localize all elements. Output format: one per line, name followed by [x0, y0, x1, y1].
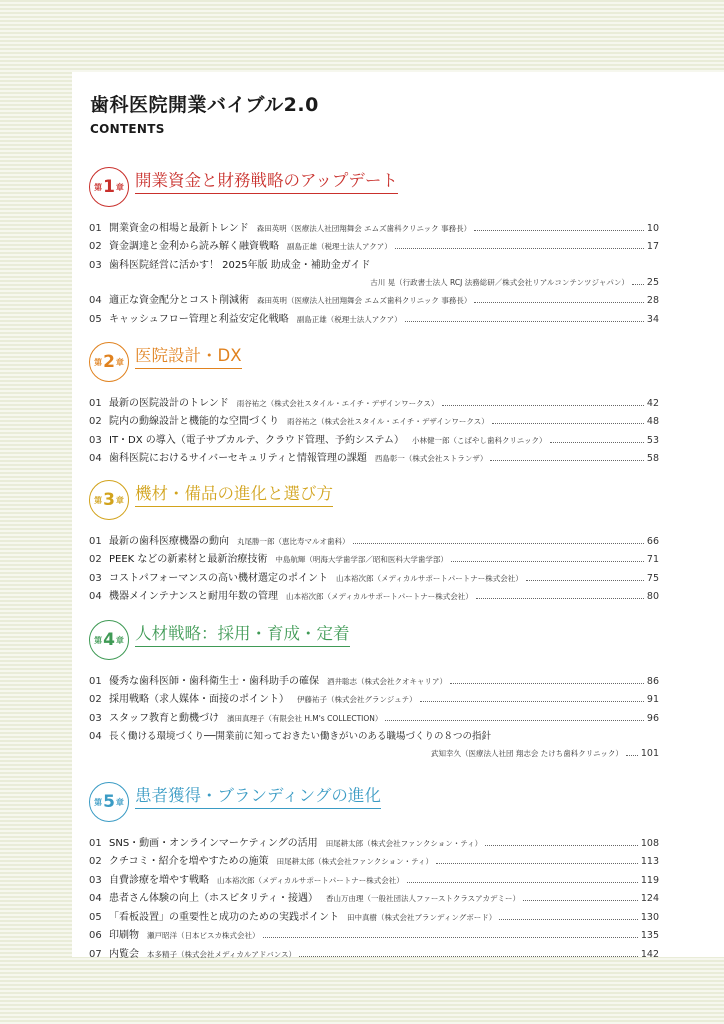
toc-entry[interactable] [89, 923, 659, 942]
chapter-1 [89, 167, 659, 325]
entry-page-number: 58 [646, 453, 659, 464]
chapter-prefix: 第 [94, 495, 103, 505]
dot-leader [523, 900, 638, 901]
entry-number: 02 [89, 241, 102, 252]
entry-page-number: 108 [640, 837, 659, 849]
entry-list [89, 215, 659, 325]
chapter-number-badge [89, 620, 129, 660]
entry-page-number: 42 [646, 397, 659, 409]
chapter-title: 機材・備品の進化と選び方 [135, 484, 333, 507]
chapter-header [89, 480, 659, 526]
entry-author: 副島正雄（税理士法人アクア） [296, 314, 402, 324]
entry-title: 採用戦略（求人媒体・面接のポイント） [109, 694, 289, 705]
chapter-title: 医院設計・DX [135, 346, 242, 369]
entry-number: 05 [89, 911, 102, 923]
toc-entry-continuation [89, 742, 659, 759]
toc-entry[interactable] [89, 427, 659, 446]
dot-leader [299, 956, 638, 957]
entry-number: 03 [89, 874, 102, 886]
entry-number: 03 [89, 434, 102, 446]
toc-entry[interactable] [89, 288, 659, 307]
entry-author: 森田英明（医療法人社団翔舞会 エムズ歯科クリニック 事務長） [256, 223, 472, 233]
toc-entry[interactable] [89, 547, 659, 566]
entry-page-number: 66 [646, 535, 659, 547]
dot-leader [436, 863, 638, 864]
entry-number: 04 [89, 591, 102, 602]
toc-entry[interactable] [89, 528, 659, 547]
chapter-suffix: 章 [115, 182, 124, 192]
chapter-number: 1 [103, 177, 115, 197]
chapter-prefix: 第 [94, 635, 103, 645]
entry-number: 02 [89, 416, 102, 427]
entry-list [89, 390, 659, 464]
entry-title: 優秀な歯科医師・歯科衛生士・歯科助手の確保 [109, 675, 319, 687]
entry-title: 歯科医院経営に活かす！ 2025年版 助成金・補助金ガイド [109, 259, 371, 271]
entry-title: 機器メインテナンスと耐用年数の管理 [109, 591, 278, 602]
entry-title: 自費診療を増やす戦略 [109, 874, 209, 886]
toc-entry[interactable] [89, 705, 659, 724]
entry-number: 01 [89, 535, 102, 547]
toc-entry[interactable] [89, 849, 659, 868]
toc-entry-continuation [89, 271, 659, 288]
entry-number: 06 [89, 930, 102, 941]
dot-leader [626, 755, 638, 756]
entry-page-number: 101 [640, 748, 659, 759]
toc-entry[interactable] [89, 830, 659, 849]
entry-author: 伊藤祐子（株式会社グランジュテ） [297, 695, 417, 704]
chapter-number-badge [89, 782, 129, 822]
toc-entry[interactable] [89, 687, 659, 706]
entry-author: 香山万由理（一般社団法人ファーストクラスアカデミー） [326, 894, 521, 903]
entry-title: 患者さん体験の向上（ホスピタリティ・接遇） [109, 893, 318, 904]
entry-page-number: 80 [646, 591, 659, 602]
entry-number: 02 [89, 694, 102, 705]
dot-leader [492, 423, 644, 424]
entry-title: SNS・動画・オンラインマーケティングの活用 [109, 837, 318, 849]
chapter-header [89, 620, 659, 666]
entry-author: 雨谷祐之（株式会社スタイル・エイチ・デザインワークス） [287, 417, 489, 426]
toc-entry[interactable] [89, 565, 659, 584]
dot-leader [451, 561, 644, 562]
entry-author: 山本裕次郎（メディカルサポートパートナー株式会社） [217, 875, 404, 885]
dot-leader [353, 543, 644, 544]
entry-number: 01 [89, 222, 102, 234]
toc-entry[interactable] [89, 409, 659, 428]
entry-author: 副島正雄（税理士法人アクア） [287, 242, 392, 251]
entry-title: 内覧会 [109, 948, 139, 960]
chapter-number: 5 [103, 792, 115, 812]
toc-entry[interactable] [89, 668, 659, 687]
entry-author: 田尾耕太郎（株式会社ファンクション・ティ） [276, 857, 434, 866]
entry-author: 西島彰一（株式会社ストランザ） [374, 454, 488, 463]
document-title: 歯科医院開業バイブル2.0 [90, 94, 319, 116]
entry-title: キャッシュフロー管理と利益安定化戦略 [109, 313, 289, 325]
entry-title: PEEK などの新素材と最新治療技術 [109, 554, 268, 565]
chapter-suffix: 章 [115, 635, 124, 645]
entry-author: 田尾耕太郎（株式会社ファンクション・ティ） [325, 838, 483, 848]
entry-page-number: 75 [646, 572, 659, 584]
chapter-3 [89, 480, 659, 602]
entry-page-number: 119 [640, 874, 659, 886]
entry-page-number: 28 [646, 295, 659, 306]
chapter-title: 開業資金と財務戦略のアップデート [135, 171, 398, 194]
contents-page [72, 72, 724, 960]
entry-number: 03 [89, 712, 102, 724]
toc-entry[interactable] [89, 215, 659, 234]
dot-leader [632, 284, 644, 285]
entry-author: 武知幸久（医療法人社団 翔志会 たけち歯科クリニック） [431, 749, 623, 758]
entry-title: 最新の医院設計のトレンド [109, 397, 229, 409]
entry-title: 資金調達と金利から読み解く融資戦略 [109, 241, 279, 252]
entry-page-number: 96 [646, 712, 659, 724]
chapter-header [89, 342, 659, 388]
dot-leader [405, 321, 644, 322]
entry-page-number: 71 [646, 554, 659, 565]
entry-page-number: 25 [646, 276, 659, 288]
entry-number: 01 [89, 397, 102, 409]
entry-title: 歯科医院におけるサイバーセキュリティと情報管理の課題 [109, 453, 367, 464]
entry-author: 酒井聡志（株式会社クオキャリア） [327, 676, 447, 686]
toc-entry[interactable] [89, 390, 659, 409]
toc-entry[interactable] [89, 252, 659, 271]
chapter-header [89, 167, 659, 213]
dot-leader [450, 683, 644, 684]
chapter-header [89, 782, 659, 828]
entry-number: 04 [89, 295, 102, 306]
entry-number: 01 [89, 837, 102, 849]
toc-entry[interactable] [89, 584, 659, 603]
entry-author: 瀬戸昭洋（日本ビスカ株式会社） [147, 931, 260, 940]
entry-number: 02 [89, 554, 102, 565]
entry-page-number: 48 [646, 416, 659, 427]
chapter-number: 2 [103, 352, 115, 372]
entry-page-number: 17 [646, 241, 659, 252]
entry-number: 03 [89, 572, 102, 584]
chapter-suffix: 章 [115, 797, 124, 807]
dot-leader [499, 919, 638, 920]
entry-number: 05 [89, 313, 102, 325]
entry-page-number: 86 [646, 675, 659, 687]
dot-leader [474, 230, 644, 231]
chapter-title: 患者獲得・ブランディングの進化 [135, 786, 381, 809]
chapter-number-badge [89, 167, 129, 207]
entry-number: 02 [89, 856, 102, 867]
dot-leader [476, 598, 644, 599]
entry-page-number: 113 [640, 856, 659, 867]
dot-leader [550, 442, 644, 443]
toc-entry[interactable] [89, 941, 659, 960]
entry-number: 03 [89, 259, 102, 271]
entry-author: 中島航輝（明海大学歯学部／昭和医科大学歯学部） [275, 555, 448, 564]
entry-page-number: 135 [640, 930, 659, 941]
chapter-number-badge [89, 342, 129, 382]
toc-entry[interactable] [89, 446, 659, 465]
entry-list [89, 528, 659, 602]
entry-author: 森田英明（医療法人社団翔舞会 エムズ歯科クリニック 事務長） [257, 296, 472, 305]
entry-author: 山本裕次郎（メディカルサポートパートナー株式会社） [336, 573, 523, 583]
dot-leader [442, 405, 644, 406]
entry-title: 適正な資金配分とコスト削減術 [109, 295, 249, 306]
toc-entry[interactable] [89, 234, 659, 253]
entry-number: 04 [89, 731, 102, 742]
chapter-2 [89, 342, 659, 464]
entry-title: 長く働ける環境づくり──開業前に知っておきたい働きがいのある職場づくりの８つの指針 [109, 731, 491, 742]
dot-leader [263, 937, 638, 938]
dot-leader [526, 580, 644, 581]
toc-entry[interactable] [89, 306, 659, 325]
entry-title: 最新の歯科医療機器の動向 [109, 535, 229, 547]
toc-entry[interactable] [89, 867, 659, 886]
entry-number: 01 [89, 675, 102, 687]
entry-title: 「看板設置」の重要性と成功のための実践ポイント [109, 911, 339, 923]
dot-leader [395, 248, 644, 249]
entry-author: 雨谷祐之（株式会社スタイル・エイチ・デザインワークス） [236, 398, 439, 408]
dot-leader [474, 302, 644, 303]
toc-entry[interactable] [89, 886, 659, 905]
entry-title: コストパフォーマンスの高い機材選定のポイント [109, 572, 328, 584]
entry-title: スタッフ教育と動機づけ [109, 712, 219, 724]
chapter-prefix: 第 [94, 357, 103, 367]
entry-title: IT・DX の導入（電子サブカルテ、クラウド管理、予約システム） [109, 434, 404, 446]
contents-heading: CONTENTS [90, 122, 165, 136]
entry-author: 丸尾勝一郎（恵比寿マルオ歯科） [237, 536, 350, 546]
entry-author: 本多精子（株式会社メディカルアドバンス） [147, 949, 297, 959]
chapter-5 [89, 782, 659, 960]
entry-title: 開業資金の相場と最新トレンド [109, 222, 249, 234]
dot-leader [420, 701, 644, 702]
entry-page-number: 130 [640, 911, 659, 923]
entry-author: 山本裕次郎（メディカルサポートパートナー株式会社） [286, 592, 473, 601]
chapter-4 [89, 620, 659, 759]
entry-title: 印刷物 [109, 930, 139, 941]
entry-author: 田中真樹（株式会社ブランディングボード） [347, 912, 497, 922]
entry-number: 04 [89, 453, 102, 464]
chapter-number: 4 [103, 630, 115, 650]
entry-list [89, 830, 659, 960]
dot-leader [490, 460, 644, 461]
entry-title: クチコミ・紹介を増やすための施策 [109, 856, 269, 867]
chapter-prefix: 第 [94, 182, 103, 192]
chapter-prefix: 第 [94, 797, 103, 807]
entry-title: 院内の動線設計と機能的な空間づくり [109, 416, 279, 427]
toc-entry[interactable] [89, 904, 659, 923]
entry-page-number: 142 [640, 948, 659, 960]
entry-author: 古川 晃（行政書士法人 RCJ 法務総研／株式会社リアルコンテンツジャパン） [370, 277, 629, 287]
chapter-suffix: 章 [115, 357, 124, 367]
entry-number: 04 [89, 893, 102, 904]
dot-leader [385, 720, 644, 721]
toc-entry[interactable] [89, 724, 659, 743]
entry-author: 小林健一郎（こばやし歯科クリニック） [412, 435, 547, 445]
entry-page-number: 10 [646, 222, 659, 234]
chapter-number: 3 [103, 490, 115, 510]
dot-leader [407, 882, 638, 883]
entry-page-number: 34 [646, 313, 659, 325]
entry-page-number: 53 [646, 434, 659, 446]
chapter-suffix: 章 [115, 495, 124, 505]
chapter-title: 人材戦略：採用・育成・定着 [135, 624, 350, 647]
entry-page-number: 91 [646, 694, 659, 705]
chapter-number-badge [89, 480, 129, 520]
entry-number: 07 [89, 948, 102, 960]
entry-page-number: 124 [640, 893, 659, 904]
entry-author: 濱田真理子（有限会社 H.M's COLLECTION） [227, 713, 383, 723]
entry-list [89, 668, 659, 759]
dot-leader [485, 845, 638, 846]
